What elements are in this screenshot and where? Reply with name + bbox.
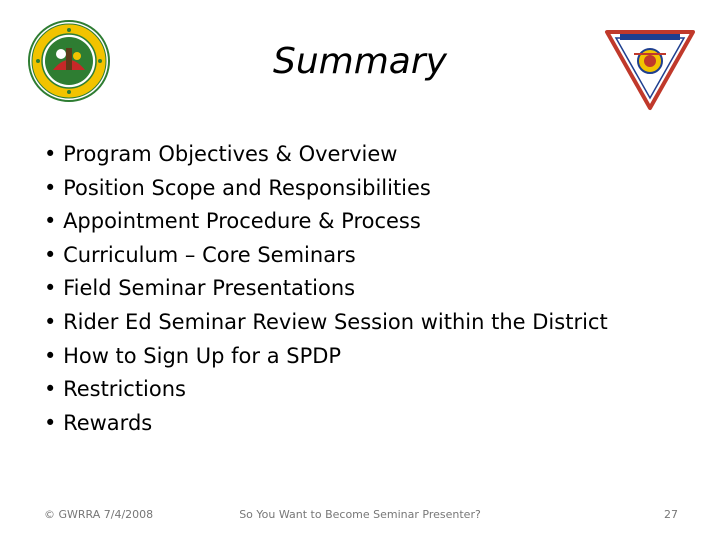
summary-bullet-list	[44, 138, 608, 440]
slide-title: Summary	[273, 41, 447, 82]
association-triangle-logo	[604, 28, 696, 112]
bullet-item: • Rewards	[44, 407, 608, 441]
bullet-item: • Program Objectives & Overview	[44, 138, 608, 172]
bullet-item: • Restrictions	[44, 373, 608, 407]
footer-copyright: © GWRRA 7/4/2008	[44, 508, 154, 521]
bullet-item: • Position Scope and Responsibilities	[44, 172, 608, 206]
bullet-item: • Curriculum – Core Seminars	[44, 239, 608, 273]
bullet-item: • Field Seminar Presentations	[44, 272, 608, 306]
bullet-item: • How to Sign Up for a SPDP	[44, 340, 608, 374]
footer-presentation-title: So You Want to Become Seminar Presenter?	[239, 508, 481, 521]
footer-page-number: 27	[664, 508, 678, 521]
bullet-item: • Appointment Procedure & Process	[44, 205, 608, 239]
bullet-item: • Rider Ed Seminar Review Session within the District	[44, 306, 608, 340]
